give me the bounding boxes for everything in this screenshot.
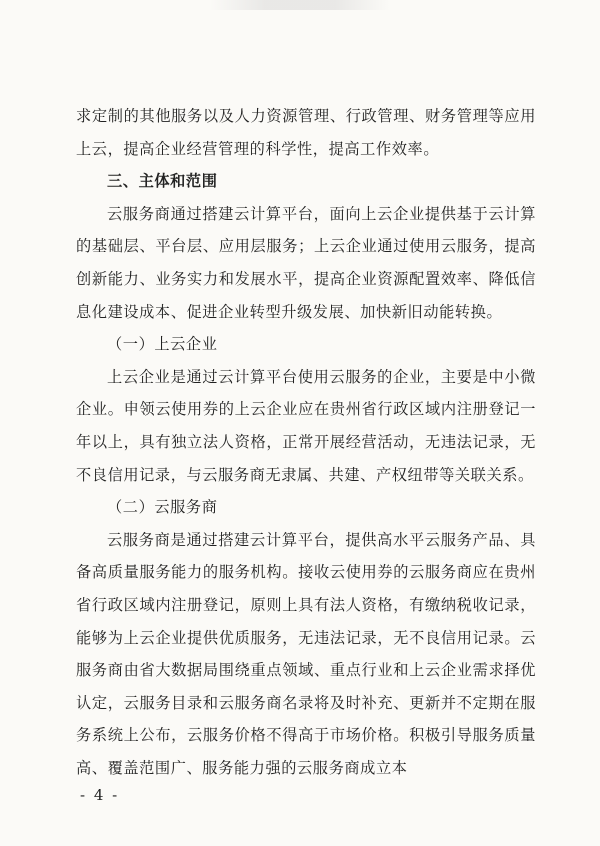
document-body (76, 100, 536, 784)
paragraph-continuation: 求定制的其他服务以及人力资源管理、行政管理、财务管理等应用上云，提高企业经营管理的科学性，提高工作效率。 (76, 107, 536, 158)
subsection-heading-cloud-enterprise: （一）上云企业 (107, 335, 218, 354)
paragraph-cloud-provider: 云服务商是通过搭建云计算平台，提供高水平云服务产品、具备高质量服务能力的服务机构。接收云使用券的云服务商应在贵州省行政区域内注册登记，原则上具有法人资格，有缴纳税收记录，能够为上云企业提供优质服务，无违法记录，无不良信用记录。云服务商由省大数据局围绕重点领域、重点行业和上云企业需求择优认定，云服务目录和云服务商名录将及时补充、更新并不定期在服务系统上公布，云服务价格不得高于市场价格。积极引导服务质量高、覆盖范围广、服务能力强的云服务商成立本 (76, 530, 536, 777)
paragraph-cloud-enterprise: 上云企业是通过云计算平台使用云服务的企业，主要是中小微企业。申领云使用券的上云企业应在贵州省行政区域内注册登记一年以上，具有独立法人资格，正常开展经营活动，无违法记录，无不良信用记录，与云服务商无隶属、共建、产权纽带等关联关系。 (76, 367, 536, 484)
subsection-heading-cloud-provider: （二）云服务商 (107, 498, 218, 517)
scan-artifact (210, 0, 390, 10)
paragraph-section-intro: 云服务商通过搭建云计算平台，面向上云企业提供基于云计算的基础层、平台层、应用层服务；上云企业通过使用云服务，提高创新能力、业务实力和发展水平，提高企业资源配置效率、降低信息化建设成本、促进企业转型升级发展、加快新旧动能转换。 (76, 204, 536, 321)
page-number: - 4 - (80, 786, 120, 804)
section-heading: 三、主体和范围 (107, 172, 218, 191)
